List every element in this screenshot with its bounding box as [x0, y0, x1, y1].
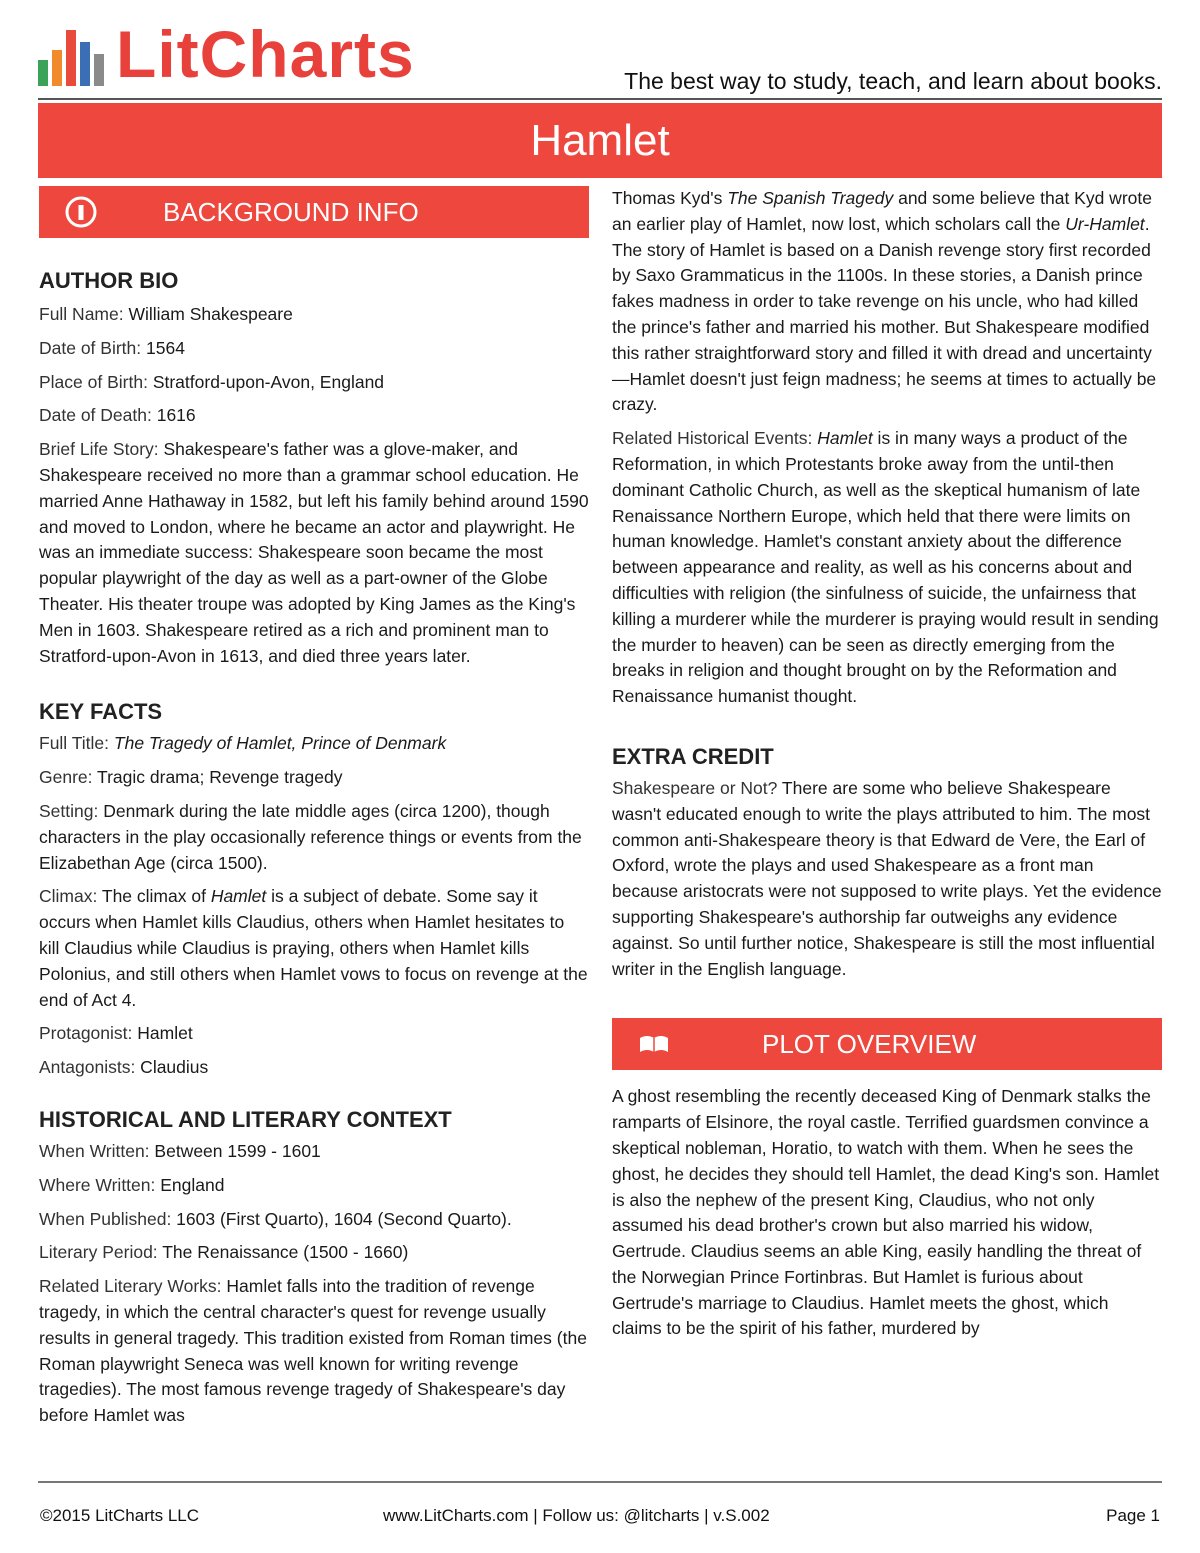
genre-fact: Genre: Tragic drama; Revenge tragedy: [39, 767, 343, 788]
literary-period-fact: Literary Period: The Renaissance (1500 - 1660): [39, 1242, 409, 1263]
left-column: [39, 186, 589, 1437]
plot-overview-title: PLOT OVERVIEW: [762, 1029, 977, 1060]
tagline: The best way to study, teach, and learn about books.: [624, 68, 1162, 94]
full-title-fact: Full Title: The Tragedy of Hamlet, Prince of Denmark: [39, 733, 447, 754]
litcharts-logo[interactable]: [38, 17, 415, 96]
plot-overview-header: [612, 1018, 1162, 1070]
related-works-paragraph: Related Literary Works: Hamlet falls into the tradition of revenge tragedy, in which the central character's quest for revenge usually results in general tragedy. This tradition existed from Roman times (the Roman playwright Seneca was well known for writing revenge tragedies). The most famous revenge tragedy of Shakespeare's day before Hamlet was: [39, 1276, 587, 1426]
info-icon: [65, 196, 97, 228]
background-info-title: BACKGROUND INFO: [163, 197, 419, 227]
when-published-fact: When Published: 1603 (First Quarto), 1604 (Second Quarto).: [39, 1208, 512, 1229]
character-horatio[interactable]: Horatio: [771, 1137, 828, 1158]
footer-links[interactable]: www.LitCharts.com | Follow us: @litcharts | v.S.002: [383, 1506, 770, 1525]
protagonist-fact: Protagonist: Hamlet: [39, 1023, 193, 1044]
related-works-continued: Thomas Kyd's The Spanish Tragedy and some believe that Kyd wrote an earlier play of Hamlet, now lost, which scholars call the Ur-Hamlet. The story of Hamlet is based on a Danish revenge story first recorded by Saxo Grammaticus in the 1100s. In these stories, a Danish prince fakes madness in order to take revenge on his uncle, who had killed the prince's father and married his mother. But Shakespeare modified this rather straightforward story and filled it with dread and uncertainty—Hamlet doesn't just feign madness; he seems at times to actually be crazy.: [612, 188, 1157, 415]
open-book-icon: [638, 1028, 670, 1060]
extra-credit-paragraph: Shakespeare or Not? There are some who believe Shakespeare wasn't educated enough to write the plays attributed to him. The most common anti-Shakespeare theory is that Edward de Vere, the Earl of Oxford, wrote the plays and used Shakespeare as a front man because aristocrats were not supposed to write plays. Yet the evidence supporting Shakespeare's authorship far outweighs any evidence against. So until further notice, Shakespeare is still the most influential writer in the English language.: [612, 777, 1162, 979]
context-heading: HISTORICAL AND LITERARY CONTEXT: [39, 1106, 452, 1132]
key-facts-heading: KEY FACTS: [39, 699, 163, 725]
setting-fact: Setting: Denmark during the late middle ages (circa 1200), though characters in the play occasionally reference things or events from the Elizabethan Age (circa 1500).: [39, 800, 582, 873]
logo-wordmark: LitCharts: [116, 17, 415, 91]
header: [38, 18, 1162, 98]
date-of-death-fact: Date of Death: 1616: [39, 405, 196, 426]
antagonists-fact: Antagonists: Claudius: [39, 1057, 209, 1078]
footer-divider: [38, 1481, 1162, 1483]
author-bio-heading: AUTHOR BIO: [39, 268, 179, 293]
date-of-birth-fact: Date of Birth: 1564: [39, 337, 185, 358]
footer-copyright: ©2015 LitCharts LLC: [40, 1506, 200, 1525]
footer-page-number: Page 1: [1106, 1506, 1160, 1525]
character-claudius[interactable]: Claudius: [918, 1189, 987, 1210]
bar-chart-logo-icon: [38, 18, 114, 88]
when-written-fact: When Written: Between 1599 - 1601: [39, 1140, 321, 1161]
full-name-fact: Full Name: William Shakespeare: [39, 304, 293, 324]
extra-credit-heading: EXTRA CREDIT: [612, 743, 774, 769]
character-gertrude[interactable]: Gertrude: [612, 1241, 682, 1262]
climax-fact: Climax: The climax of Hamlet is a subject of debate. Some say it occurs when Hamlet kills Claudius, others when Hamlet hesitates to kill Claudius while Claudius is praying, others when Hamlet kills Polonius, and still others when Hamlet vows to focus on revenge at the end of Act 4.: [39, 886, 588, 1010]
where-written-fact: Where Written: England: [39, 1174, 225, 1195]
life-story-paragraph: Brief Life Story: Shakespeare's father was a glove-maker, and Shakespeare received no more than a grammar school education. He married Anne Hathaway in 1582, but left his family behind around 1590 and moved to London, where he became an actor and playwright. He was an immediate success: Shakespeare soon became the most popular playwright of the day as well as a part-owner of the Globe Theater. His theater troupe was adopted by King James as the King's Men in 1603. Shakespeare retired as a rich and prominent man to Stratford-upon-Avon in 1613, and died three years later.: [39, 439, 589, 666]
right-column: [612, 186, 1162, 1350]
historical-events-paragraph: Related Historical Events: Hamlet is in many ways a product of the Reformation, in which Protestants broke away from the until-then dominant Catholic Church, as well as the skeptical humanism of late Renaissance Northern Europe, which held that there were limits on human knowledge. Hamlet's constant anxiety about the difference between appearance and reality, as well as his concerns about and difficulties with religion (the sinfulness of suicide, the unfairness that killing a murderer while the murderer is praying would result in sending the murder to heaven) can be seen as directly emerging from the breaks in religion and thought brought on by the Reformation and Renaissance humanist thought.: [612, 428, 1159, 707]
header-divider: [38, 98, 1162, 100]
place-of-birth-fact: Place of Birth: Stratford-upon-Avon, England: [39, 371, 385, 392]
page-title: Hamlet: [38, 103, 1162, 178]
background-info-header: [39, 186, 589, 238]
plot-overview-paragraph: A ghost resembling the recently deceased King of Denmark stalks the ramparts of Elsinore, the royal castle. Terrified guardsmen convince a skeptical nobleman, Horatio, to watch with them. When he sees the ghost, he decides they should tell Hamlet, the dead King's son. Hamlet is also the nephew of the present King, Claudius, who not only assumed his dead brother's crown but also married his widow, Gertrude. Claudius seems an able King, easily handling the threat of the Norwegian Prince Fortinbras. But Hamlet is furious about Gertrude's marriage to Claudius. Hamlet meets the ghost, which claims to be the spirit of his father, murdered by: [612, 1086, 1160, 1339]
